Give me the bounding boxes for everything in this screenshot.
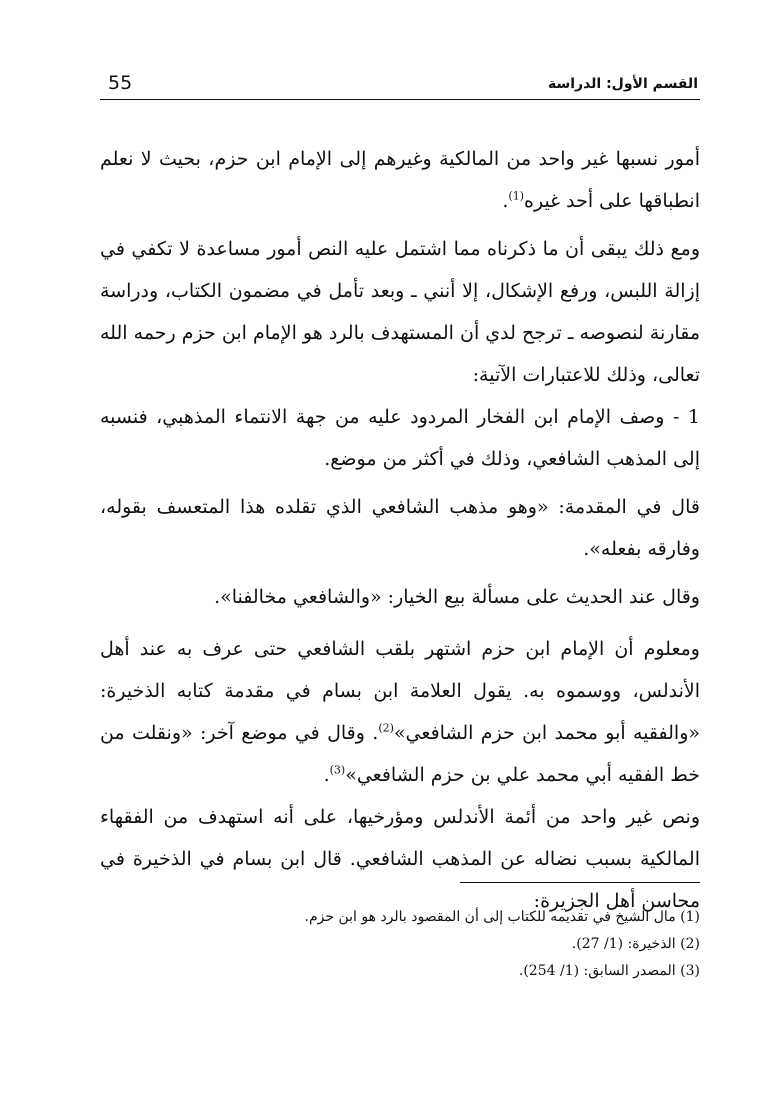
paragraph: وقال عند الحديث على مسألة بيع الخيار: «والشافعي مخالفنا». xyxy=(214,586,700,608)
running-header xyxy=(100,72,700,102)
footnotes xyxy=(100,904,700,985)
paragraph: قال في المقدمة: «وهو مذهب الشافعي الذي تقلده هذا المتعسف بقوله، وفارقه بفعله». xyxy=(100,496,700,560)
footnote: (2) الذخيرة: (1/ 27). xyxy=(571,936,700,952)
footnote: (3) المصدر السابق: (1/ 254). xyxy=(518,963,700,979)
footnote-ref: (3) xyxy=(329,763,346,777)
numbered-paragraph: 1 - وصف الإمام ابن الفخار المردود عليه من جهة الانتماء المذهبي، فنسبه إلى المذهب الشافعي، وذلك في أكثر من موضع. xyxy=(100,406,700,470)
paragraph: أمور نسبها غير واحد من المالكية وغيرهم إلى الإمام ابن حزم، بحيث لا نعلم انطباقها على أحد غيره$^{(1)}$. xyxy=(100,148,700,212)
paragraph: ومعلوم أن الإمام ابن حزم اشتهر بلقب الشافعي حتى عرف به عند أهل الأندلس، ووسموه به. يقول العلامة ابن بسام في مقدمة كتابه الذخيرة: «والفقيه أبو محمد ابن حزم الشافعي»$^{(2)}$. وقال في موضع آخر: «ونقلت من خط الفقيه أبي محمد علي بن حزم الشافعي»$^{(3)}$. xyxy=(100,638,701,786)
header-rule xyxy=(100,99,700,100)
footnote-separator xyxy=(460,882,700,883)
footnote: (1) مال الشيخ في تقديمه للكتاب إلى أن المقصود بالرد هو ابن حزم. xyxy=(304,909,700,925)
paragraph: ونص غير واحد من أئمة الأندلس ومؤرخيها، على أنه استهدف من الفقهاء المالكية بسبب نضاله عن المذهب الشافعي. قال ابن بسام في الذخيرة في محاسن أهل الجزيرة: xyxy=(100,806,700,912)
paragraph: ومع ذلك يبقى أن ما ذكرناه مما اشتمل عليه النص أمور مساعدة لا تكفي في إزالة اللبس، ورفع الإشكال، إلا أنني ـ وبعد تأمل في مضمون الكتاب، ودراسة مقارنة لنصوصه ـ ترجح لدي أن المستهدف بالرد هو الإمام ابن حزم رحمه الله تعالى، وذلك للاعتبارات الآتية: xyxy=(100,238,700,386)
footnote-ref: (1) xyxy=(508,189,524,203)
page-number: 55 xyxy=(108,72,133,94)
footnote-ref: (2) xyxy=(378,721,394,735)
section-title: القسم الأول: الدراسة xyxy=(547,76,698,92)
